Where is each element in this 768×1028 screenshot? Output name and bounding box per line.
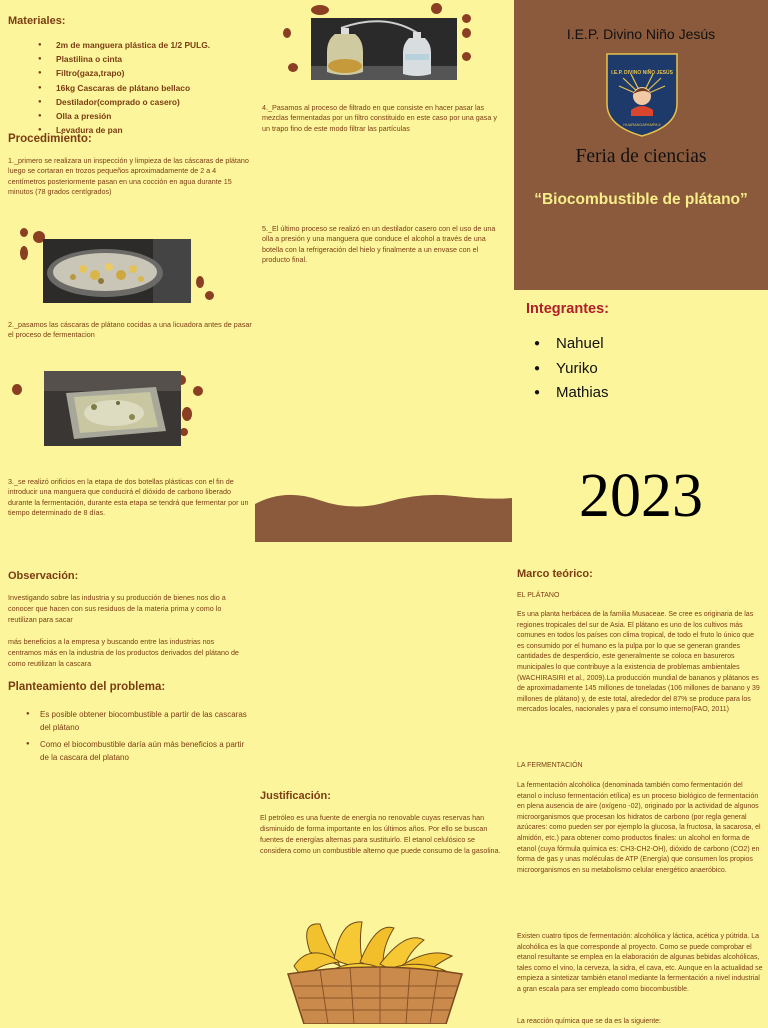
decor-dot — [283, 28, 291, 38]
year: 2023 — [579, 462, 703, 530]
list-item: ● Filtro(gaza,trapo) — [38, 66, 210, 80]
decor-dot — [462, 14, 471, 23]
decor-dot — [193, 386, 203, 396]
banana-basket-illustration — [280, 912, 470, 1024]
list-item: ● Mathias — [534, 381, 609, 406]
decor-dot — [288, 63, 298, 72]
list-item: ● Destilador(comprado o casero) — [38, 95, 210, 109]
planteamiento-list — [6, 708, 254, 768]
step-2-text: 2._pasamos las cáscaras de plátano cocidas a una licuadora antes de pasar el proceso de fermentacion — [8, 320, 252, 340]
logo-text: I.E.P. DIVINO NIÑO JESÚS — [611, 70, 673, 76]
list-item: ● 2m de manguera plástica de 1/2 PULG. — [38, 38, 210, 52]
photo-blended-peels — [44, 371, 181, 446]
marco-text-platano: Es una planta herbácea de la familia Musaceae. Se cree es originaria de las regiones tropicales del sur de Asia. El plátano es uno de los cultivos más comunes en todos los países con clima tropical, de todo el fruto lo único que es consumido por el humano es la pulpa por lo que se generan grandes cantidades de desperdicio, este generalmente se coloca en basureros municipales lo que contribuye a la existencia de problemas ambientales (WACHIRASIRI et al., 2009).La producción mundial de bananos y plátanos es de aproximadamente 145 millones de toneladas (106 millones de banano y 39 millones de plátano) y, de este total, alrededor del 87% se produce para los mercados locales, nacionales y para el consumo interno(FAO, 2011) — [517, 611, 760, 714]
photo-fermentation-bottles — [311, 18, 457, 80]
list-item: ● 16kg Cascaras de plátano bellaco — [38, 81, 210, 95]
planteamiento-title: Planteamiento del problema: — [8, 681, 166, 693]
decor-dot — [20, 246, 28, 260]
integrantes-list — [534, 332, 609, 406]
decor-dot — [462, 52, 471, 61]
list-item: ● Olla a presión — [38, 109, 210, 123]
photo-cooking-peels — [43, 239, 191, 303]
decor-dot — [180, 428, 188, 436]
decor-dot — [12, 384, 22, 395]
list-item: ● Yuriko — [534, 357, 609, 382]
decor-dot — [205, 291, 214, 300]
decor-wave-cover — [514, 238, 768, 298]
list-item: ● Plastilina o cinta — [38, 52, 210, 66]
marco-text-tipos: Existen cuatro tipos de fermentación: alcohólica y láctica, acética y pútrida. La alcohólica es la que corresponde al proyecto. Como se puede comprobar el etanol resultante se emplea en la elaboración de algunas bebidas alcohólicas, tales como el vino, la cerveza, la sidra, el cava, etc. Aunque en la actualidad se empieza a sintetizar también etanol mediante la fermentación a nivel industrial a gran escala para ser empleado como biocombustible. — [517, 933, 763, 993]
materiales-title: Materiales: — [8, 15, 66, 27]
marco-heading-platano: EL PLÁTANO — [517, 592, 560, 599]
project-title: “Biocombustible de plátano” — [534, 191, 748, 208]
justificacion-text: El petróleo es una fuente de energía no renovable cuyas reservas han disminuido de forma importante en los últimos años. Por ello se buscan fuentes de energías alternas para sustituirlo. El etanol celulósico se considera como un combustible alterno que puede consumo de la gasolina. — [260, 813, 501, 855]
step-5-text: 5._El último proceso se realizó en un destilador casero con el uso de una olla a presión y una manguera que conduce el alcohol a través de una botella con la refrigeración del hielo y finalmente a un envase con el producto final. — [262, 224, 496, 265]
logo-subtext: HUARANGAPAMPA II — [623, 123, 661, 127]
decor-dot — [431, 3, 442, 14]
observacion-text-2: más beneficios a la empresa y buscando entre las industrias nos centramos más en la industria de los productos derivados del plátano de como reutilizan la cascara — [8, 637, 239, 668]
list-item: ● Es posible obtener biocombustible a partir de las cascaras del plátano — [6, 708, 254, 734]
marco-text-reaccion: La reacción química que se da es la siguiente: — [517, 1018, 661, 1025]
fair-title: Feria de ciencias — [575, 146, 707, 167]
step-3-text: 3._se realizó orificios en la etapa de dos botellas plásticas con el fin de introducir una manguera que conducirá el dióxido de carbono liberado durante la fermentación, durante esta etapa se tendrá que fermentar por un tiempo determinado de 8 días. — [8, 477, 249, 518]
step-4-text: 4._Pasamos al proceso de filtrado en que consiste en hacer pasar las mezclas fermentadas por un filtro constituido en este caso por una gasa y un trapo fino de este modo filtrar las partículas — [262, 103, 497, 133]
integrantes-title: Integrantes: — [526, 301, 609, 317]
cover-panel — [514, 0, 768, 540]
school-name: I.E.P. Divino Niño Jesús — [566, 26, 716, 42]
list-item: ● Como el biocombustible daría aún más beneficios a partir de la cascara del platano — [6, 738, 254, 764]
observacion-text-1: Investigando sobre las industria y su producción de bienes nos dio a conocer que hacen con sus residuos de la materia prima y como lo reutilizan para sacar — [8, 593, 226, 624]
decor-wave-middle — [255, 490, 512, 542]
list-item: ● Levadura de pan — [38, 123, 210, 137]
step-1-text: 1._primero se realizara un inspección y limpieza de las cáscaras de plátano luego se cortaran en trozos pequeños aproximadamente de 2 a 4 centímetros posteriormente pasan en una cocción en agua durante 15 minutos (78 grados centígrados) — [8, 156, 249, 197]
marco-heading-fermentacion: LA FERMENTACIÓN — [517, 762, 583, 769]
decor-dot — [182, 407, 192, 421]
decor-dot — [311, 5, 329, 15]
materiales-list — [38, 38, 210, 137]
observacion-title: Observación: — [8, 570, 79, 582]
justificacion-title: Justificación: — [260, 790, 331, 802]
list-item: ● Nahuel — [534, 332, 609, 357]
marco-text-fermentacion: La fermentación alcohólica (denominada también como fermentación del etanol o incluso fermentación etílica) es un proceso biológico de fermentación en plena ausencia de aire (oxígeno -02), originado por la actividad de algunos microorganismos que procesan los hidratos de carbono (por regla general azúcares: como pueden ser por ejemplo la glucosa, la fructosa, la sacarosa, el almidón, etc.) para obtener como productos finales: un alcohol en forma de etanol (cuya fórmula química es: CH3-CH2-OH), dióxido de carbono (CO2) en forma de gas y unas moléculas de ATP (Energía) que consumen los propios microorganismos en su metabolismo celular energético anaeróbico. — [517, 782, 761, 874]
procedimiento-title: Procedimiento: — [8, 133, 92, 145]
decor-dot — [462, 28, 471, 38]
decor-dot — [20, 228, 28, 237]
marco-title: Marco teórico: — [517, 568, 593, 580]
decor-dot — [196, 276, 204, 288]
